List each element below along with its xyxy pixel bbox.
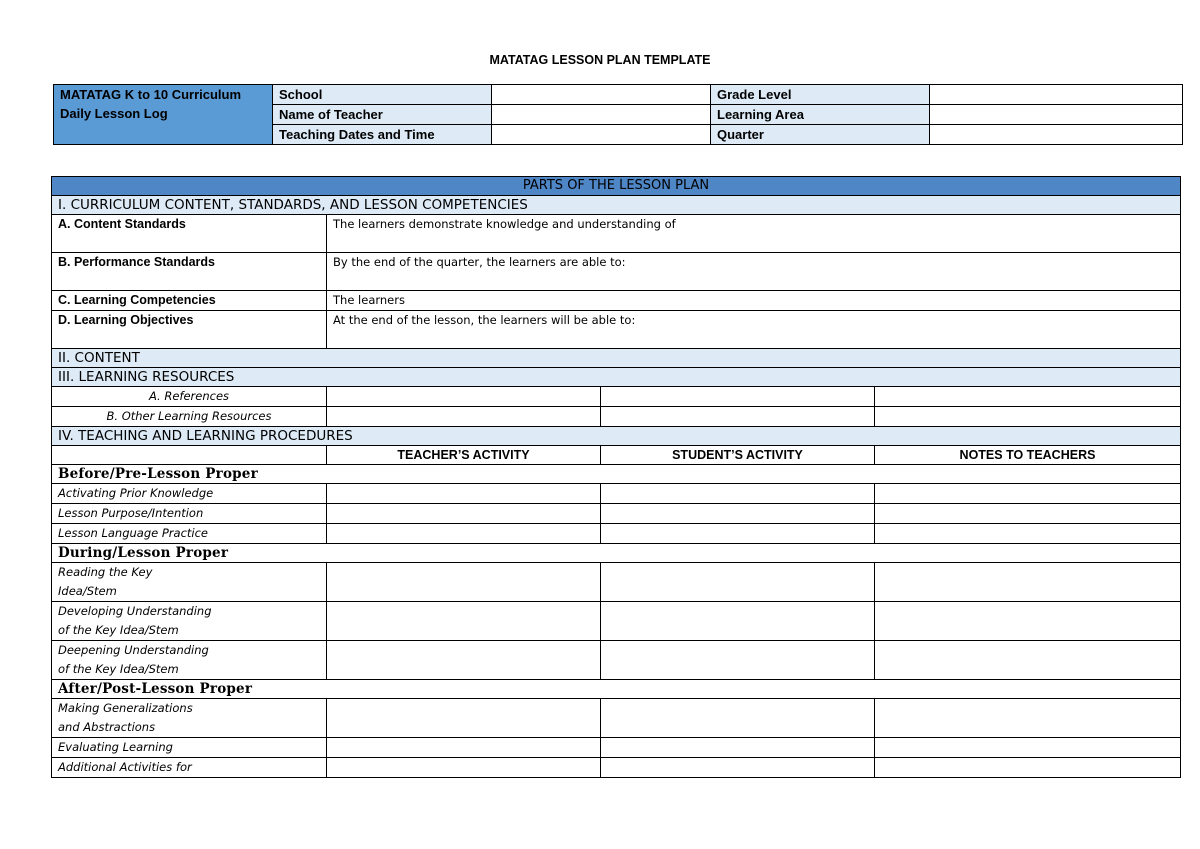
content-standards-label: A. Content Standards (52, 215, 327, 253)
table-cell[interactable] (327, 524, 601, 544)
section-curriculum-heading: I. CURRICULUM CONTENT, STANDARDS, AND LESSON COMPETENCIES (52, 196, 1181, 215)
step-purpose: Lesson Purpose/Intention (52, 504, 327, 524)
table-cell[interactable] (327, 484, 601, 504)
parts-banner: PARTS OF THE LESSON PLAN (52, 177, 1181, 196)
step-developing-line-2: of the Key Idea/Stem (58, 623, 179, 637)
step-reading-line-2: Idea/Stem (58, 584, 117, 598)
table-cell[interactable] (875, 563, 1181, 602)
document-title: MATATAG LESSON PLAN TEMPLATE (489, 53, 711, 67)
teaching-dates-label: Teaching Dates and Time (273, 125, 492, 145)
phase-during-heading: During/Lesson Proper (52, 544, 1181, 563)
other-resources-cell-1[interactable] (327, 407, 601, 427)
learning-area-label: Learning Area (711, 105, 930, 125)
performance-standards-label: B. Performance Standards (52, 253, 327, 291)
school-label: School (273, 85, 492, 105)
table-cell[interactable] (601, 758, 875, 778)
step-deepening-line-1: Deepening Understanding (58, 643, 209, 657)
header-info-table (53, 84, 1183, 145)
references-cell-2[interactable] (601, 387, 875, 407)
table-cell[interactable] (601, 524, 875, 544)
table-cell[interactable] (601, 699, 875, 738)
step-additional: Additional Activities for (52, 758, 327, 778)
other-resources-label: B. Other Learning Resources (52, 407, 327, 427)
school-field[interactable] (492, 85, 711, 105)
step-activating: Activating Prior Knowledge (52, 484, 327, 504)
table-cell[interactable] (327, 504, 601, 524)
table-cell[interactable] (601, 738, 875, 758)
learning-competencies-value[interactable]: The learners (327, 291, 1181, 311)
table-cell[interactable] (327, 758, 601, 778)
teacher-name-field[interactable] (492, 105, 711, 125)
table-cell[interactable] (327, 563, 601, 602)
section-content-heading: II. CONTENT (52, 349, 1181, 368)
phase-after-heading: After/Post-Lesson Proper (52, 680, 1181, 699)
table-cell[interactable] (601, 602, 875, 641)
step-generalizations-line-2: and Abstractions (58, 720, 156, 734)
table-cell[interactable] (875, 758, 1181, 778)
daily-lesson-log-title: Daily Lesson Log (60, 106, 168, 121)
grade-level-label: Grade Level (711, 85, 930, 105)
references-label: A. References (52, 387, 327, 407)
section-resources-heading: III. LEARNING RESOURCES (52, 368, 1181, 387)
step-developing (52, 602, 327, 641)
table-cell[interactable] (601, 563, 875, 602)
teaching-dates-field[interactable] (492, 125, 711, 145)
table-cell[interactable] (601, 484, 875, 504)
other-resources-cell-3[interactable] (875, 407, 1181, 427)
table-cell[interactable] (327, 641, 601, 680)
table-cell[interactable] (875, 738, 1181, 758)
table-cell[interactable] (875, 524, 1181, 544)
other-resources-cell-2[interactable] (601, 407, 875, 427)
quarter-label: Quarter (711, 125, 930, 145)
grade-level-field[interactable] (930, 85, 1183, 105)
step-generalizations (52, 699, 327, 738)
teacher-activity-header: TEACHER’S ACTIVITY (327, 446, 601, 465)
lesson-plan-table (51, 176, 1181, 778)
step-evaluating: Evaluating Learning (52, 738, 327, 758)
notes-to-teachers-header: NOTES TO TEACHERS (875, 446, 1181, 465)
performance-standards-value[interactable]: By the end of the quarter, the learners are able to: (327, 253, 1181, 291)
learning-objectives-value[interactable]: At the end of the lesson, the learners will be able to: (327, 311, 1181, 349)
phase-before-heading: Before/Pre-Lesson Proper (52, 465, 1181, 484)
table-cell[interactable] (875, 641, 1181, 680)
step-language: Lesson Language Practice (52, 524, 327, 544)
step-generalizations-line-1: Making Generalizations (58, 701, 193, 715)
curriculum-title: MATATAG K to 10 Curriculum (60, 87, 242, 102)
curriculum-title-cell (54, 85, 273, 145)
table-cell[interactable] (601, 504, 875, 524)
table-cell[interactable] (875, 699, 1181, 738)
step-developing-line-1: Developing Understanding (58, 604, 212, 618)
table-cell[interactable] (327, 602, 601, 641)
learning-objectives-label: D. Learning Objectives (52, 311, 327, 349)
table-cell[interactable] (327, 699, 601, 738)
references-cell-3[interactable] (875, 387, 1181, 407)
teacher-name-label: Name of Teacher (273, 105, 492, 125)
table-cell[interactable] (875, 602, 1181, 641)
content-standards-value[interactable]: The learners demonstrate knowledge and understanding of (327, 215, 1181, 253)
step-reading-line-1: Reading the Key (58, 565, 153, 579)
procedures-header-blank (52, 446, 327, 465)
learning-competencies-label: C. Learning Competencies (52, 291, 327, 311)
section-procedures-heading: IV. TEACHING AND LEARNING PROCEDURES (52, 427, 1181, 446)
step-deepening (52, 641, 327, 680)
step-reading (52, 563, 327, 602)
table-cell[interactable] (875, 484, 1181, 504)
learning-area-field[interactable] (930, 105, 1183, 125)
table-cell[interactable] (875, 504, 1181, 524)
table-cell[interactable] (601, 641, 875, 680)
quarter-field[interactable] (930, 125, 1183, 145)
step-deepening-line-2: of the Key Idea/Stem (58, 662, 179, 676)
student-activity-header: STUDENT’S ACTIVITY (601, 446, 875, 465)
table-cell[interactable] (327, 738, 601, 758)
references-cell-1[interactable] (327, 387, 601, 407)
